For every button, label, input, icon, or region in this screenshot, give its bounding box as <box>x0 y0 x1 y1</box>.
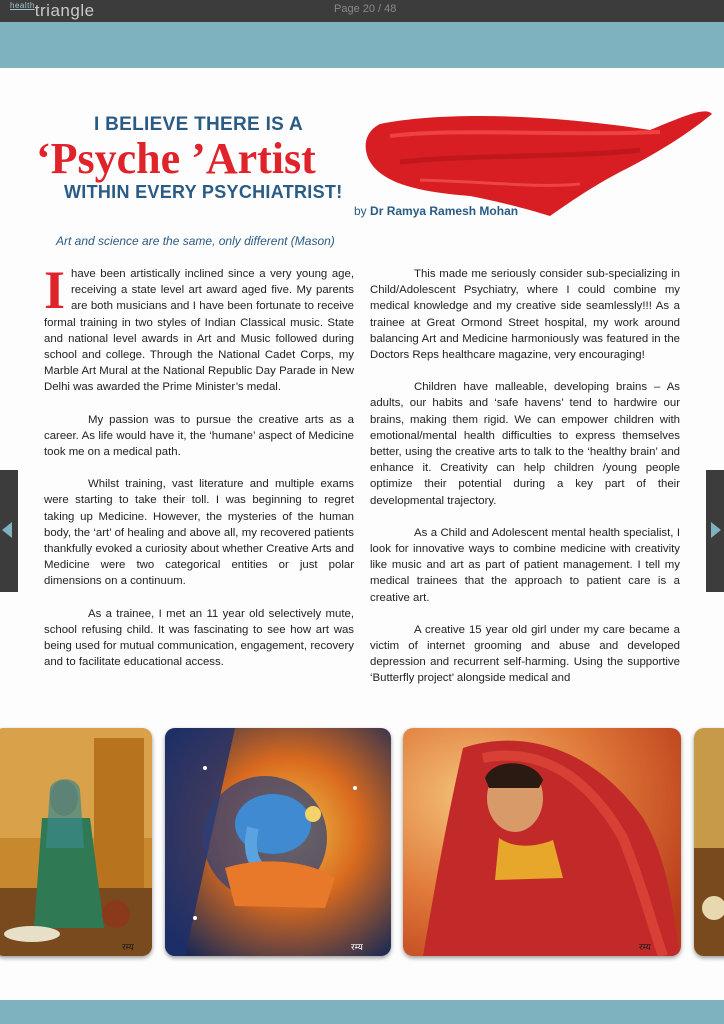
paragraph: As a trainee, I met an 11 year old selectively mute, school refusing child. It was fascinating to see how art was being used for mutual communication, engagement, recovery and to facilitate educational access. <box>44 607 354 669</box>
article-column-2 <box>370 266 680 703</box>
article-column-1 <box>44 260 354 686</box>
magazine-logo[interactable] <box>10 1 95 21</box>
title-line-2: ‘Psyche ’Artist <box>36 134 316 183</box>
footer-band <box>0 1000 724 1024</box>
paragraph: As a Child and Adolescent mental health specialist, I look for innovative ways to combine medicine with creativity like music and art as part of patient management. I tell my medical trainees that the approach to patient care is a creative art. <box>370 526 680 604</box>
previous-page-button[interactable] <box>0 470 18 592</box>
title-line-1: I BELIEVE THERE IS A <box>94 114 304 135</box>
epigraph-quote: Art and science are the same, only different (Mason) <box>56 234 335 248</box>
painting-partial <box>694 728 724 956</box>
page-indicator: Page 20 / 48 <box>334 3 397 15</box>
painting-signature: रम्य <box>122 943 134 953</box>
paragraph: Whilst training, vast literature and multiple exams were starting to take their toll. I was beginning to regret taking up Medicine. However, the mysteries of the human body, the ‘art’ of healing and above all, my recovered patients thankfully evoked a curiosity about whether Creative Arts and Medicine were two categorical entities or just polar dimensions on a continuum. <box>44 478 354 588</box>
header-band <box>0 22 724 68</box>
byline <box>354 204 518 218</box>
painting-woman-kitchen <box>0 728 152 956</box>
reader-toolbar <box>0 0 724 22</box>
title-line-3: WITHIN EVERY PSYCHIATRIST! <box>64 182 343 202</box>
painting-signature: रम्य <box>351 943 363 953</box>
paragraph: Children have malleable, developing brains – As adults, our habits and ‘safe havens’ tend to hardwire our brains, making them rigid. We can empower children with emotional/mental health difficulties to express themselves better, using the creative arts to talk to the ‘healthy brain’ and enhance it. Creativity can help children /young people optimize their potential during a key part of their developmental trajectory. <box>370 381 680 507</box>
painting-ganesha <box>165 728 391 956</box>
paragraph: My passion was to pursue the creative arts as a career. As life would have it, the ‘humane’ aspect of Medicine took me on a medical path. <box>44 413 354 459</box>
arrow-right-icon <box>711 522 721 538</box>
painting-signature: रम्य <box>639 943 651 953</box>
next-page-button[interactable] <box>706 470 724 592</box>
byline-prefix: by <box>354 204 367 218</box>
dropcap-letter: I <box>44 260 66 320</box>
paragraph: This made me seriously consider sub-specializing in Child/Adolescent Psychiatry, where I could combine my medical knowledge and my creative side seamlessly!!! As a trainee at Great Ormond Street hospital, my work around balancing Art and Medicine harmoniously was featured in the Doctors Reps healthcare magazine, very encouraging! <box>370 268 680 362</box>
logo-main-text: triangle <box>34 1 95 20</box>
logo-small-text: health <box>10 1 35 10</box>
arrow-left-icon <box>2 522 12 538</box>
paragraph: have been artistically inclined since a very young age, receiving a state level art award aged five. My parents are both musicians and I have been fortunate to receive formal training in two styles of Indian Classical music. State and national level awards in Art and Music followed during school and college. Through the National Cadet Corps, my Marble Art Mural at the National Republic Day Parade in New Delhi was awarded the Prime Minister’s medal. <box>44 268 354 394</box>
paragraph: A creative 15 year old girl under my care became a victim of internet grooming and abuse and developed depression and recurrent self-harming. Using the supportive ‘Butterfly project’ alongside medical and <box>370 623 680 685</box>
painting-veiled-woman <box>403 728 681 956</box>
author-name: Dr Ramya Ramesh Mohan <box>370 204 519 218</box>
